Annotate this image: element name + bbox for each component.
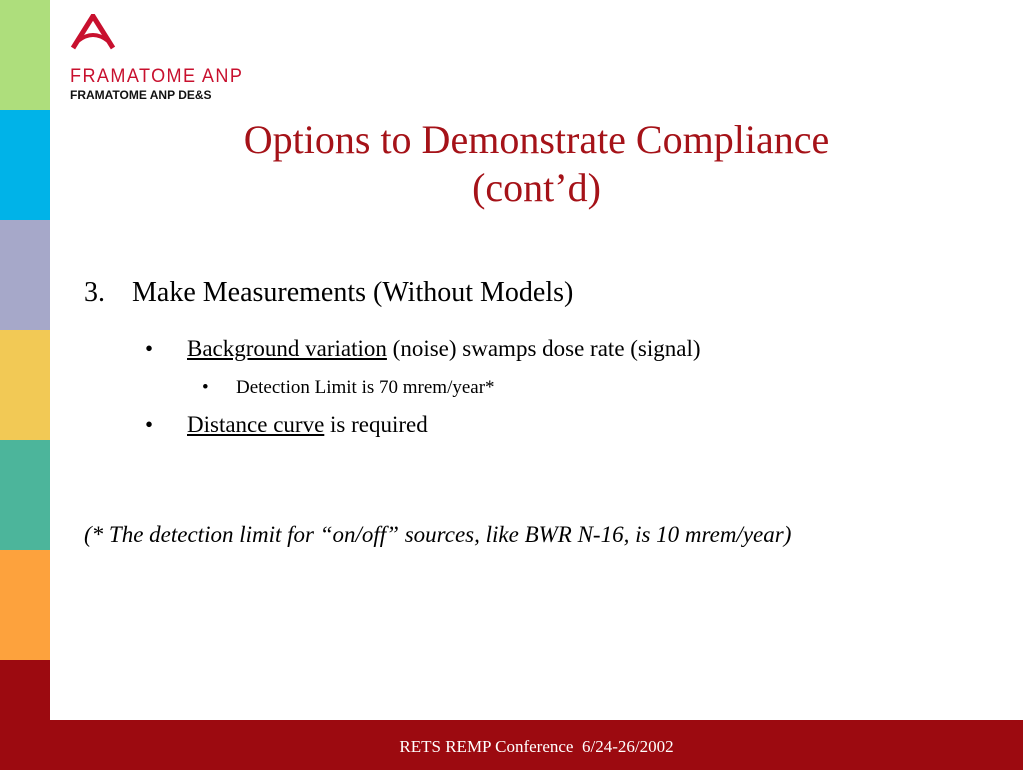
stripe-yellow <box>0 330 50 440</box>
sub-bullet-text: Detection Limit is 70 mrem/year* <box>236 377 495 398</box>
numbered-item <box>84 277 573 309</box>
left-stripe-bar <box>0 0 50 770</box>
title-line-2: (cont’d) <box>472 165 601 210</box>
bullet-text: (noise) swamps dose rate (signal) <box>386 336 701 361</box>
bullet-marker: • <box>145 412 154 437</box>
stripe-teal <box>0 440 50 550</box>
division-label: FRAMATOME ANP DE&S <box>70 88 212 102</box>
item-number: 3. <box>84 277 105 308</box>
title-line-1: Options to Demonstrate Compliance <box>243 117 830 162</box>
bullet-underlined-term: Distance curve <box>187 412 325 437</box>
footer-text: RETS REMP Conference 6/24-26/2002 <box>399 737 674 756</box>
bullet-item <box>145 336 701 362</box>
footnote: (* The detection limit for “on/off” sources, like BWR N-16, is 10 mrem/year) <box>84 522 792 547</box>
bullet-underlined-term: Background variation <box>187 336 387 361</box>
stripe-green <box>0 0 50 110</box>
framatome-logo-icon <box>70 14 116 50</box>
bullet-text: is required <box>324 412 428 437</box>
bullet-item <box>145 412 428 438</box>
item-text: Make Measurements (Without Models) <box>132 277 574 308</box>
slide-title <box>50 116 1023 212</box>
stripe-orange <box>0 550 50 660</box>
sub-bullet-item <box>202 377 495 399</box>
logo-wordmark: FRAMATOME ANP <box>70 66 244 87</box>
stripe-lavender <box>0 220 50 330</box>
stripe-blue <box>0 110 50 220</box>
sub-bullet-marker: • <box>202 377 209 398</box>
bullet-marker: • <box>145 336 154 361</box>
